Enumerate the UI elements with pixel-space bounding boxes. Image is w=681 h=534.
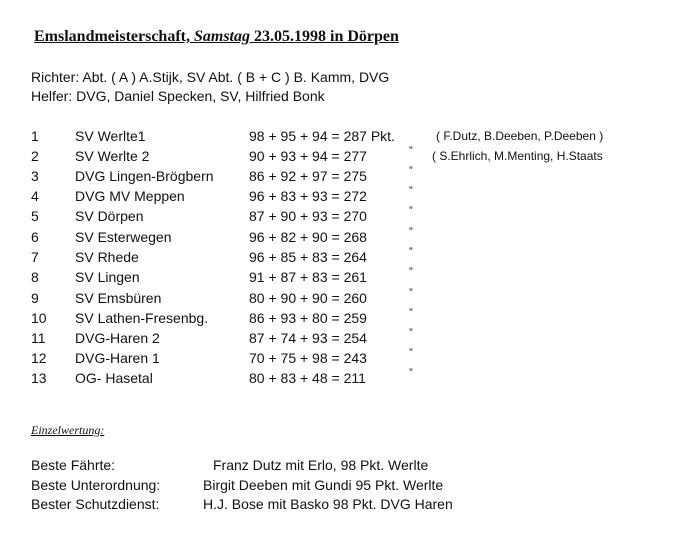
- ditto-mark: ”: [409, 226, 413, 238]
- table-row: [31, 266, 671, 287]
- team-cell: DVG MV Meppen: [75, 188, 185, 204]
- score-cell: 96 + 82 + 90 = 268: [249, 229, 367, 245]
- score-cell: 87 + 90 + 93 = 270: [249, 208, 367, 224]
- ditto-mark: ”: [409, 145, 413, 157]
- score-cell: 86 + 92 + 97 = 275: [249, 168, 367, 184]
- individual-heading: Einzelwertung:: [31, 423, 105, 437]
- team-cell: OG- Hasetal: [75, 370, 153, 386]
- score-cell: 70 + 75 + 98 = 243: [249, 350, 367, 366]
- table-row: [31, 165, 671, 186]
- team-cell: DVG-Haren 2: [75, 330, 160, 346]
- team-cell: SV Esterwegen: [75, 229, 172, 245]
- award-text: Birgit Deeben mit Gundi 95 Pkt. Werlte: [203, 477, 444, 493]
- team-cell: SV Lingen: [75, 269, 140, 285]
- rank-cell: 12: [31, 350, 47, 366]
- table-row: [31, 145, 671, 166]
- rank-cell: 3: [31, 168, 39, 184]
- ditto-mark: ”: [409, 307, 413, 319]
- ditto-mark: ”: [409, 347, 413, 359]
- team-cell: SV Dörpen: [75, 208, 144, 224]
- team-cell: SV Emsbüren: [75, 290, 162, 306]
- title-event: Emslandmeisterschaft,: [34, 28, 190, 45]
- table-row: [31, 246, 671, 267]
- award-row: [31, 496, 661, 514]
- team-cell: DVG-Haren 1: [75, 350, 160, 366]
- table-row: [31, 185, 671, 206]
- award-text: H.J. Bose mit Basko 98 Pkt. DVG Haren: [203, 496, 453, 512]
- table-row: [31, 287, 671, 308]
- award-row: [31, 457, 661, 475]
- title-date: 23.05.1998: [254, 28, 326, 45]
- rank-cell: 11: [31, 330, 46, 346]
- team-cell: SV Werlte1: [75, 128, 146, 144]
- award-label: Beste Unterordnung:: [31, 477, 161, 493]
- team-cell: DVG Lingen-Brögbern: [75, 168, 214, 184]
- rank-cell: 2: [31, 148, 39, 164]
- rank-cell: 6: [31, 229, 39, 245]
- award-text: Franz Dutz mit Erlo, 98 Pkt. Werlte: [213, 457, 429, 473]
- rank-cell: 10: [31, 310, 47, 326]
- award-label: Bester Schutzdienst:: [31, 496, 160, 512]
- rank-cell: 8: [31, 269, 39, 285]
- score-cell: 80 + 83 + 48 = 211: [249, 370, 366, 386]
- table-row: [31, 128, 671, 146]
- score-cell: 80 + 90 + 90 = 260: [249, 290, 367, 306]
- rank-cell: 4: [31, 188, 39, 204]
- ditto-mark: ”: [409, 205, 413, 217]
- rank-cell: 5: [31, 208, 39, 224]
- team-cell: SV Rhede: [75, 249, 139, 265]
- table-row: [31, 367, 671, 388]
- ditto-mark: ”: [409, 327, 413, 339]
- rank-cell: 7: [31, 249, 39, 265]
- table-row: [31, 307, 671, 328]
- helpers-line: Helfer: DVG, Daniel Specken, SV, Hilfried Bonk: [31, 88, 325, 104]
- ditto-mark: ”: [409, 165, 413, 177]
- score-cell: 90 + 93 + 94 = 277: [249, 148, 367, 164]
- rank-cell: 9: [31, 290, 39, 306]
- award-row: [31, 477, 661, 495]
- members-note: ( S.Ehrlich, M.Menting, H.Staats: [432, 149, 603, 163]
- ditto-mark: ”: [409, 246, 413, 258]
- score-cell: 96 + 83 + 93 = 272: [249, 188, 367, 204]
- ditto-mark: ”: [409, 266, 413, 278]
- ditto-mark: ”: [409, 185, 413, 197]
- table-row: [31, 327, 671, 348]
- document-title: [34, 28, 399, 46]
- title-place: in Dörpen: [330, 28, 399, 45]
- ditto-mark: ”: [409, 367, 413, 379]
- table-row: [31, 226, 671, 247]
- score-cell: 86 + 93 + 80 = 259: [249, 310, 367, 326]
- title-day: Samstag: [193, 28, 250, 45]
- table-row: [31, 347, 671, 368]
- score-cell: 87 + 74 + 93 = 254: [249, 330, 367, 346]
- rank-cell: 13: [31, 370, 47, 386]
- award-label: Beste Fährte:: [31, 457, 116, 473]
- members-note: ( F.Dutz, B.Deeben, P.Deeben ): [436, 129, 604, 143]
- rank-cell: 1: [31, 128, 39, 144]
- table-row: [31, 205, 671, 226]
- score-cell: 98 + 95 + 94 = 287 Pkt.: [249, 128, 395, 144]
- judges-line: Richter: Abt. ( A ) A.Stijk, SV Abt. ( B + C ) B. Kamm, DVG: [31, 69, 390, 85]
- score-cell: 91 + 87 + 83 = 261: [249, 269, 367, 285]
- score-cell: 96 + 85 + 83 = 264: [249, 249, 367, 265]
- team-cell: SV Werlte 2: [75, 148, 150, 164]
- ditto-mark: ”: [409, 287, 413, 299]
- team-cell: SV Lathen-Fresenbg.: [75, 310, 209, 326]
